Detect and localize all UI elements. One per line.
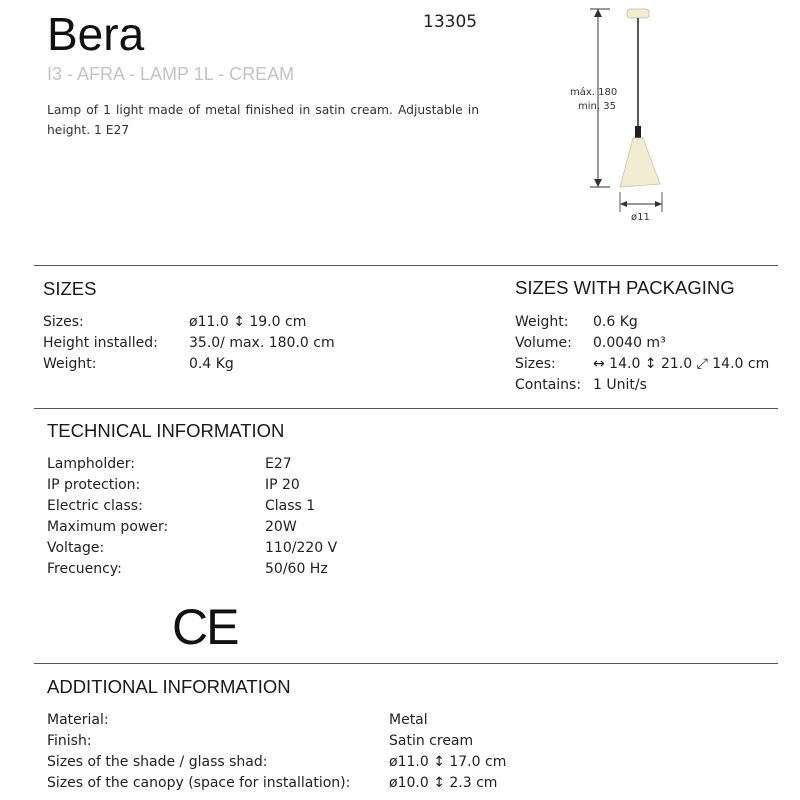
diameter-label: ø11	[631, 212, 650, 223]
additional-heading: ADDITIONAL INFORMATION	[47, 676, 291, 697]
additional-label: Material:	[47, 712, 109, 728]
additional-label: Finish:	[47, 733, 92, 749]
packaging-label: Weight:	[515, 314, 569, 330]
additional-row	[47, 710, 547, 731]
packaging-value: ↔ 14.0 ↕ 21.0 ⤢ 14.0 cm	[593, 356, 770, 372]
divider	[34, 265, 778, 266]
technical-label: IP protection:	[47, 477, 141, 493]
lamp-diagram	[560, 0, 700, 230]
additional-list	[47, 710, 547, 798]
canopy-shape	[627, 9, 649, 18]
packaging-heading: SIZES WITH PACKAGING	[515, 277, 735, 298]
technical-row	[47, 538, 447, 559]
product-reference: 13305	[423, 12, 478, 32]
packaging-value: 1 Unit/s	[593, 377, 647, 393]
technical-value: 50/60 Hz	[265, 561, 328, 577]
technical-value: 110/220 V	[265, 540, 338, 556]
packaging-value: 0.6 Kg	[593, 314, 638, 330]
sizes-value: 35.0/ max. 180.0 cm	[189, 335, 335, 351]
technical-list	[47, 454, 447, 584]
sizes-label: Sizes:	[43, 314, 84, 330]
product-subtitle: I3 - AFRA - LAMP 1L - CREAM	[47, 64, 295, 84]
technical-row	[47, 475, 447, 496]
product-title: Bera	[47, 8, 145, 60]
technical-label: Maximum power:	[47, 519, 169, 535]
sizes-row	[43, 333, 463, 354]
packaging-label: Contains:	[515, 377, 582, 393]
technical-value: E27	[265, 456, 292, 472]
divider	[34, 663, 778, 664]
additional-row	[47, 752, 547, 773]
technical-label: Electric class:	[47, 498, 143, 514]
sizes-list	[43, 312, 463, 382]
sizes-heading: SIZES	[43, 278, 97, 299]
height-min-label: min. 35	[578, 101, 616, 112]
packaging-label: Sizes:	[515, 356, 556, 372]
sizes-label: Weight:	[43, 356, 97, 372]
technical-value: Class 1	[265, 498, 316, 514]
additional-label: Sizes of the shade / glass shad:	[47, 754, 268, 770]
additional-value: Metal	[389, 712, 428, 728]
additional-value: ø10.0 ↕ 2.3 cm	[389, 775, 498, 791]
technical-row	[47, 454, 447, 475]
sizes-label: Height installed:	[43, 335, 158, 351]
sizes-row	[43, 312, 463, 333]
ce-mark-icon: CE	[172, 599, 238, 655]
packaging-value: 0.0040 m³	[593, 335, 666, 351]
packaging-row	[515, 354, 785, 375]
technical-value: 20W	[265, 519, 297, 535]
height-max-label: máx. 180	[570, 87, 618, 98]
packaging-list	[515, 312, 785, 400]
technical-label: Voltage:	[47, 540, 105, 556]
product-description: Lamp of 1 light made of metal finished in satin cream. Adjustable in height. 1 E27	[47, 103, 479, 137]
additional-row	[47, 773, 547, 794]
sizes-value: ø11.0 ↕ 19.0 cm	[189, 314, 307, 330]
sizes-value: 0.4 Kg	[189, 356, 234, 372]
technical-value: IP 20	[265, 477, 300, 493]
additional-value: Satin cream	[389, 733, 474, 749]
packaging-row	[515, 375, 785, 396]
additional-row	[47, 731, 547, 752]
packaging-row	[515, 312, 785, 333]
additional-label: Sizes of the canopy (space for installation):	[47, 775, 351, 791]
technical-row	[47, 559, 447, 580]
technical-heading: TECHNICAL INFORMATION	[47, 420, 285, 441]
shade-shape	[620, 138, 660, 187]
packaging-label: Volume:	[515, 335, 572, 351]
technical-label: Lampholder:	[47, 456, 135, 472]
technical-row	[47, 496, 447, 517]
sizes-row	[43, 354, 463, 375]
lamp-drawing-icon	[560, 0, 700, 230]
technical-label: Frecuency:	[47, 561, 122, 577]
technical-row	[47, 517, 447, 538]
divider	[34, 408, 778, 409]
packaging-row	[515, 333, 785, 354]
additional-value: ø11.0 ↕ 17.0 cm	[389, 754, 507, 770]
